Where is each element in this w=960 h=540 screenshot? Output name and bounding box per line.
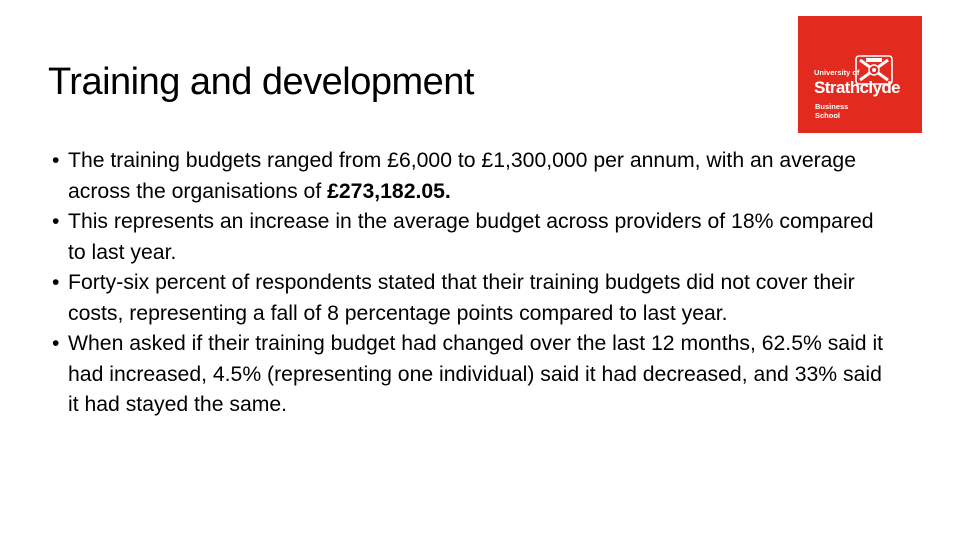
bullet-text: This represents an increase in the average budget across providers of 18% compared to last year. bbox=[68, 210, 874, 264]
logo-line-strathclyde: Strathclyde bbox=[814, 78, 900, 97]
bullet-item bbox=[52, 268, 892, 329]
bullet-item bbox=[52, 207, 892, 268]
bullet-item bbox=[52, 329, 892, 421]
logo-line-school: School bbox=[815, 111, 841, 120]
bullet-bold-value: £273,182.05. bbox=[327, 179, 451, 203]
slide-title: Training and development bbox=[48, 61, 474, 103]
logo-line-business: Business bbox=[815, 102, 849, 111]
bullet-list bbox=[52, 146, 892, 421]
bullet-marker: • bbox=[52, 332, 60, 355]
bullet-text: When asked if their training budget had changed over the last 12 months, 62.5% said it had increased, 4.5% (representing one individual) said it had decreased, and 33% said it had stayed the same. bbox=[68, 332, 884, 416]
bullet-marker: • bbox=[52, 271, 60, 294]
bullet-text: The training budgets ranged from £6,000 to £1,300,000 per annum, with an average across the organisations of bbox=[68, 149, 857, 203]
bullet-text: Forty-six percent of respondents stated that their training budgets did not cover their costs, representing a fall of 8 percentage points compared to last year. bbox=[68, 271, 855, 325]
bullet-item bbox=[52, 146, 892, 207]
university-logo bbox=[798, 16, 922, 133]
bullet-marker: • bbox=[52, 149, 60, 172]
logo-line-university-of: University of bbox=[814, 68, 860, 77]
bullet-marker: • bbox=[52, 210, 60, 233]
